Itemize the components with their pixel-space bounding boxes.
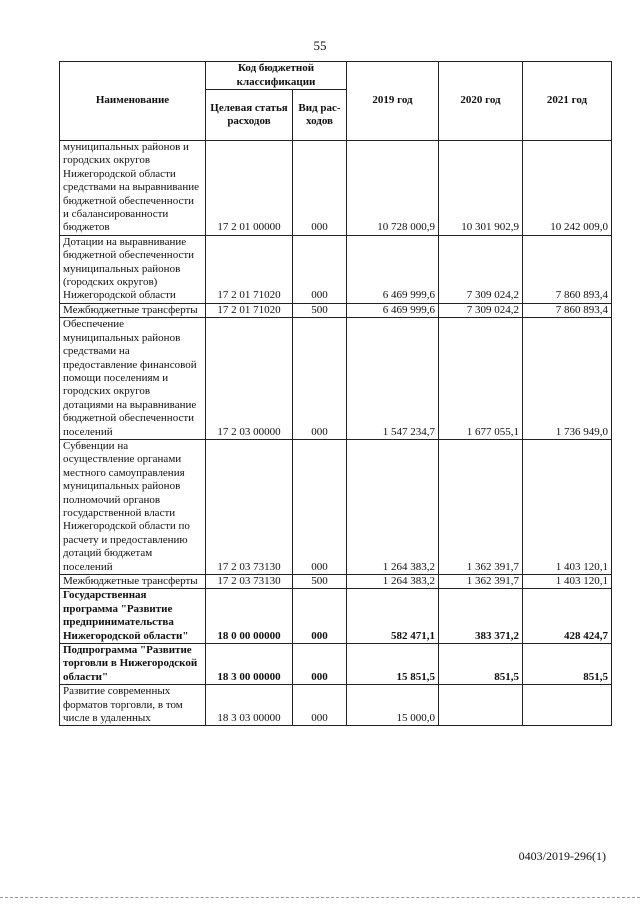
table-row — [60, 589, 612, 644]
row-target-code-cell: 18 3 03 00000 — [206, 685, 293, 726]
table-row — [60, 318, 612, 440]
row-value-2019-cell: 6 469 999,6 — [347, 235, 439, 303]
header-target-article: Целевая статья расходов — [206, 90, 293, 141]
row-value-2019-cell: 1 264 383,2 — [347, 575, 439, 589]
row-expense-type-cell: 500 — [293, 575, 347, 589]
row-value-2021-cell: 1 403 120,1 — [523, 439, 612, 574]
row-value-2021-cell: 1 403 120,1 — [523, 575, 612, 589]
scan-edge-line — [0, 897, 640, 898]
row-value-2021-cell: 428 424,7 — [523, 589, 612, 644]
table-row — [60, 235, 612, 303]
row-expense-type-cell: 000 — [293, 439, 347, 574]
row-value-2020-cell: 10 301 902,9 — [439, 141, 523, 236]
header-year-2020: 2020 год — [439, 62, 523, 141]
row-value-2019-cell: 15 851,5 — [347, 644, 439, 685]
table-row — [60, 303, 612, 317]
row-name-cell: Дотации на выравнивание бюджетной обеспеченности муниципальных районов (городских округов) Нижегородской области — [60, 235, 206, 303]
table-header — [60, 62, 612, 141]
row-name-cell: Межбюджетные трансферты — [60, 575, 206, 589]
row-value-2021-cell — [523, 685, 612, 726]
row-target-code-cell: 17 2 03 73130 — [206, 439, 293, 574]
row-name-cell: Государственная программа "Развитие предпринимательства Нижегородской области" — [60, 589, 206, 644]
table-row — [60, 439, 612, 574]
row-target-code-cell: 18 0 00 00000 — [206, 589, 293, 644]
row-value-2019-cell: 15 000,0 — [347, 685, 439, 726]
header-name: Наименование — [60, 62, 206, 141]
table-row — [60, 141, 612, 236]
row-expense-type-cell: 000 — [293, 235, 347, 303]
row-value-2019-cell: 1 547 234,7 — [347, 318, 439, 440]
row-target-code-cell: 18 3 00 00000 — [206, 644, 293, 685]
table-row — [60, 575, 612, 589]
row-value-2020-cell: 7 309 024,2 — [439, 235, 523, 303]
row-name-cell: Развитие современных форматов торговли, в том числе в удаленных — [60, 685, 206, 726]
row-value-2019-cell: 582 471,1 — [347, 589, 439, 644]
budget-table — [59, 61, 612, 726]
row-name-cell: Обеспечение муниципальных районов средствами на предоставление финансовой помощи поселениям и городских округов дотациями на выравнивание бюджетной обеспеченности поселений — [60, 318, 206, 440]
document-number: 0403/2019-296(1) — [518, 849, 606, 863]
row-value-2020-cell: 1 362 391,7 — [439, 439, 523, 574]
row-target-code-cell: 17 2 01 71020 — [206, 235, 293, 303]
row-expense-type-cell: 000 — [293, 141, 347, 236]
row-value-2020-cell: 1 362 391,7 — [439, 575, 523, 589]
row-expense-type-cell: 500 — [293, 303, 347, 317]
row-expense-type-cell: 000 — [293, 589, 347, 644]
row-value-2021-cell: 851,5 — [523, 644, 612, 685]
row-expense-type-cell: 000 — [293, 318, 347, 440]
row-expense-type-cell: 000 — [293, 685, 347, 726]
row-name-cell: Межбюджетные трансферты — [60, 303, 206, 317]
row-value-2019-cell: 1 264 383,2 — [347, 439, 439, 574]
row-value-2020-cell: 383 371,2 — [439, 589, 523, 644]
row-value-2020-cell: 7 309 024,2 — [439, 303, 523, 317]
row-value-2020-cell — [439, 685, 523, 726]
row-value-2020-cell: 851,5 — [439, 644, 523, 685]
header-expense-type: Вид рас-ходов — [293, 90, 347, 141]
row-value-2019-cell: 6 469 999,6 — [347, 303, 439, 317]
row-target-code-cell: 17 2 03 00000 — [206, 318, 293, 440]
row-name-cell: муниципальных районов и городских округов Нижегородской области средствами на выравнивание бюджетной обеспеченности и сбалансированности бюджетов — [60, 141, 206, 236]
row-target-code-cell: 17 2 01 00000 — [206, 141, 293, 236]
row-value-2021-cell: 1 736 949,0 — [523, 318, 612, 440]
header-code-group: Код бюджетной классификации — [206, 62, 347, 90]
row-value-2021-cell: 7 860 893,4 — [523, 235, 612, 303]
row-expense-type-cell: 000 — [293, 644, 347, 685]
row-value-2020-cell: 1 677 055,1 — [439, 318, 523, 440]
row-value-2019-cell: 10 728 000,9 — [347, 141, 439, 236]
table-row — [60, 685, 612, 726]
row-target-code-cell: 17 2 01 71020 — [206, 303, 293, 317]
header-year-2019: 2019 год — [347, 62, 439, 141]
table-body — [60, 141, 612, 726]
row-target-code-cell: 17 2 03 73130 — [206, 575, 293, 589]
page-number: 55 — [313, 38, 327, 53]
row-value-2021-cell: 10 242 009,0 — [523, 141, 612, 236]
header-year-2021: 2021 год — [523, 62, 612, 141]
table-row — [60, 644, 612, 685]
row-name-cell: Подпрограмма "Развитие торговли в Нижегородской области" — [60, 644, 206, 685]
row-name-cell: Субвенции на осуществление органами местного самоуправления муниципальных районов полномочий органов государственной власти Нижегородской области по расчету и предоставлению дотаций бюджетам поселений — [60, 439, 206, 574]
row-value-2021-cell: 7 860 893,4 — [523, 303, 612, 317]
